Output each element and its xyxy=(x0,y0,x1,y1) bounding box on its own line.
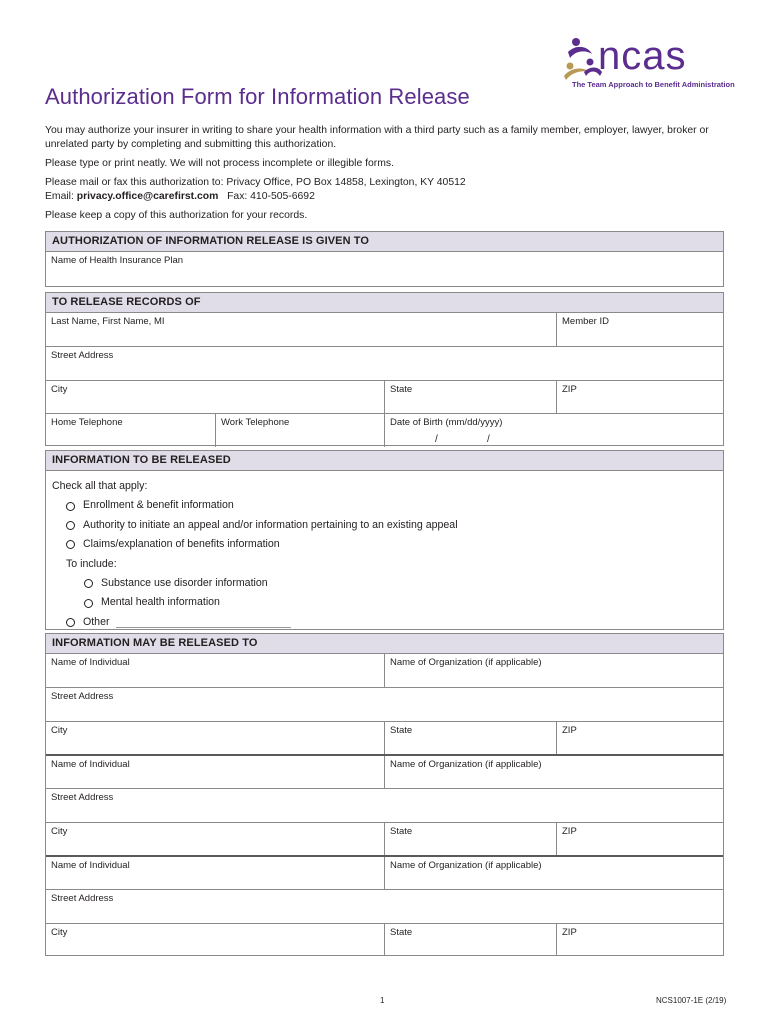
recipient-2-street-field[interactable] xyxy=(46,789,723,822)
recipient-3-individual-field[interactable] xyxy=(46,857,385,889)
date-of-birth-field[interactable] xyxy=(385,414,723,447)
field-label: City xyxy=(51,826,68,837)
ncas-logo-mark-icon xyxy=(562,36,602,80)
recipient-1-organization-field[interactable] xyxy=(385,654,723,687)
recipient-2-zip-field[interactable] xyxy=(557,823,723,855)
recipient-3-zip-field[interactable] xyxy=(557,924,723,956)
intro-paragraph-4: Please keep a copy of this authorization for your records. xyxy=(45,210,308,221)
zip-field[interactable] xyxy=(557,381,723,413)
form-row xyxy=(46,252,723,287)
section-information-to-be-released xyxy=(45,450,724,630)
ncas-logo xyxy=(560,34,735,94)
field-label: City xyxy=(51,927,68,938)
field-label: State xyxy=(390,826,413,837)
state-field[interactable] xyxy=(385,381,557,413)
field-label: Name of Organization (if applicable) xyxy=(390,657,542,668)
check-instruction: Check all that apply: xyxy=(52,480,148,492)
form-title: Authorization Form for Information Release xyxy=(45,84,470,109)
form-row xyxy=(46,347,723,381)
form-row xyxy=(46,890,723,924)
field-label: State xyxy=(390,384,413,395)
section-heading: INFORMATION TO BE RELEASED xyxy=(46,451,723,471)
recipient-3-organization-field[interactable] xyxy=(385,857,723,889)
recipient-1-city-field[interactable] xyxy=(46,722,385,754)
option-label: Mental health information xyxy=(101,596,220,609)
option-claims[interactable] xyxy=(52,535,717,554)
field-label: Name of Organization (if applicable) xyxy=(390,860,542,871)
recipient-2-individual-field[interactable] xyxy=(46,756,385,788)
field-label: Name of Individual xyxy=(51,657,130,668)
logo-tagline: The Team Approach to Benefit Administration xyxy=(572,80,735,89)
field-label: State xyxy=(390,927,413,938)
radio-circle-icon[interactable] xyxy=(66,540,75,549)
form-row xyxy=(46,313,723,347)
recipient-1-state-field[interactable] xyxy=(385,722,557,754)
option-label: Substance use disorder information xyxy=(101,577,268,590)
field-label: ZIP xyxy=(562,826,577,837)
field-label: City xyxy=(51,725,68,736)
form-row xyxy=(46,789,723,823)
section-information-released-to xyxy=(45,633,724,956)
street-address-field[interactable] xyxy=(46,347,723,380)
option-appeal[interactable] xyxy=(52,516,717,535)
option-label: Authority to initiate an appeal and/or information pertaining to an existing appeal xyxy=(83,518,458,531)
recipient-1-zip-field[interactable] xyxy=(557,722,723,754)
member-id-field[interactable] xyxy=(557,313,723,346)
field-label: State xyxy=(390,725,413,736)
intro-paragraph-3 xyxy=(45,176,735,204)
field-label: Last Name, First Name, MI xyxy=(51,316,165,327)
section-heading: TO RELEASE RECORDS OF xyxy=(46,293,723,313)
form-row xyxy=(46,688,723,722)
field-label: Name of Individual xyxy=(51,860,130,871)
page-number: 1 xyxy=(380,996,385,1005)
field-label: Name of Organization (if applicable) xyxy=(390,759,542,770)
option-mental-health[interactable] xyxy=(52,593,717,612)
form-row xyxy=(46,414,723,447)
form-row xyxy=(46,857,723,890)
city-field[interactable] xyxy=(46,381,385,413)
email-label: Email: xyxy=(45,191,77,202)
radio-circle-icon[interactable] xyxy=(66,502,75,511)
section-authorization-given-to xyxy=(45,231,724,287)
field-label: Street Address xyxy=(51,792,114,803)
radio-circle-icon[interactable] xyxy=(84,579,93,588)
recipient-1-street-field[interactable] xyxy=(46,688,723,721)
recipient-3-city-field[interactable] xyxy=(46,924,385,956)
to-include-label: To include: xyxy=(66,557,117,570)
option-substance-use[interactable] xyxy=(52,574,717,593)
recipient-1-individual-field[interactable] xyxy=(46,654,385,687)
section-heading: INFORMATION MAY BE RELEASED TO xyxy=(46,634,723,654)
release-options xyxy=(46,471,723,638)
field-label: Name of Health Insurance Plan xyxy=(51,255,184,266)
form-row xyxy=(46,381,723,414)
member-name-field[interactable] xyxy=(46,313,557,346)
option-enrollment[interactable] xyxy=(52,496,717,515)
option-label: Other xyxy=(83,615,110,628)
field-label: ZIP xyxy=(562,384,577,395)
form-row xyxy=(46,722,723,756)
recipient-2-city-field[interactable] xyxy=(46,823,385,855)
field-label: Name of Individual xyxy=(51,759,130,770)
form-row xyxy=(46,823,723,857)
field-label: Street Address xyxy=(51,691,114,702)
field-label: Street Address xyxy=(51,893,114,904)
fax-number: Fax: 410-505-6692 xyxy=(227,191,315,202)
logo-wordmark: ncas xyxy=(598,34,687,78)
field-label: ZIP xyxy=(562,725,577,736)
recipient-3-state-field[interactable] xyxy=(385,924,557,956)
dob-separator: / xyxy=(487,434,490,445)
form-row xyxy=(46,756,723,789)
form-row xyxy=(46,924,723,956)
mail-instruction: Please mail or fax this authorization to: Privacy Office, PO Box 14858, Lexington, KY 40512 xyxy=(45,177,466,188)
option-other[interactable] xyxy=(52,613,717,632)
recipient-3-street-field[interactable] xyxy=(46,890,723,923)
option-label: Claims/explanation of benefits information xyxy=(83,538,280,551)
home-telephone-field[interactable] xyxy=(46,414,216,447)
form-row xyxy=(46,654,723,688)
section-release-records-of xyxy=(45,292,724,446)
dob-separator: / xyxy=(435,434,438,445)
field-label: Member ID xyxy=(562,316,609,327)
intro-paragraph-2: Please type or print neatly. We will not process incomplete or illegible forms. xyxy=(45,158,395,169)
health-plan-field[interactable] xyxy=(46,252,723,287)
field-label: City xyxy=(51,384,68,395)
field-label: ZIP xyxy=(562,927,577,938)
work-telephone-field[interactable] xyxy=(216,414,385,447)
section-heading: AUTHORIZATION OF INFORMATION RELEASE IS GIVEN TO xyxy=(46,232,723,252)
radio-circle-icon[interactable] xyxy=(66,618,75,627)
radio-circle-icon[interactable] xyxy=(84,599,93,608)
field-label: Street Address xyxy=(51,350,114,361)
recipient-2-organization-field[interactable] xyxy=(385,756,723,788)
intro-paragraph-1: You may authorize your insurer in writing to share your health information with a third party such as a family member, employer, lawyer, broker or unrelated party by completing and submitting this authorization. xyxy=(45,125,709,150)
field-label: Date of Birth (mm/dd/yyyy) xyxy=(390,417,503,428)
field-label: Home Telephone xyxy=(51,417,123,428)
form-code: NCS1007-1E (2/19) xyxy=(656,996,727,1005)
email-address: privacy.office@carefirst.com xyxy=(76,191,219,202)
other-text-line[interactable] xyxy=(116,617,291,628)
radio-circle-icon[interactable] xyxy=(66,521,75,530)
field-label: Work Telephone xyxy=(221,417,290,428)
option-label: Enrollment & benefit information xyxy=(83,499,234,512)
intro-text xyxy=(45,124,735,228)
recipient-2-state-field[interactable] xyxy=(385,823,557,855)
